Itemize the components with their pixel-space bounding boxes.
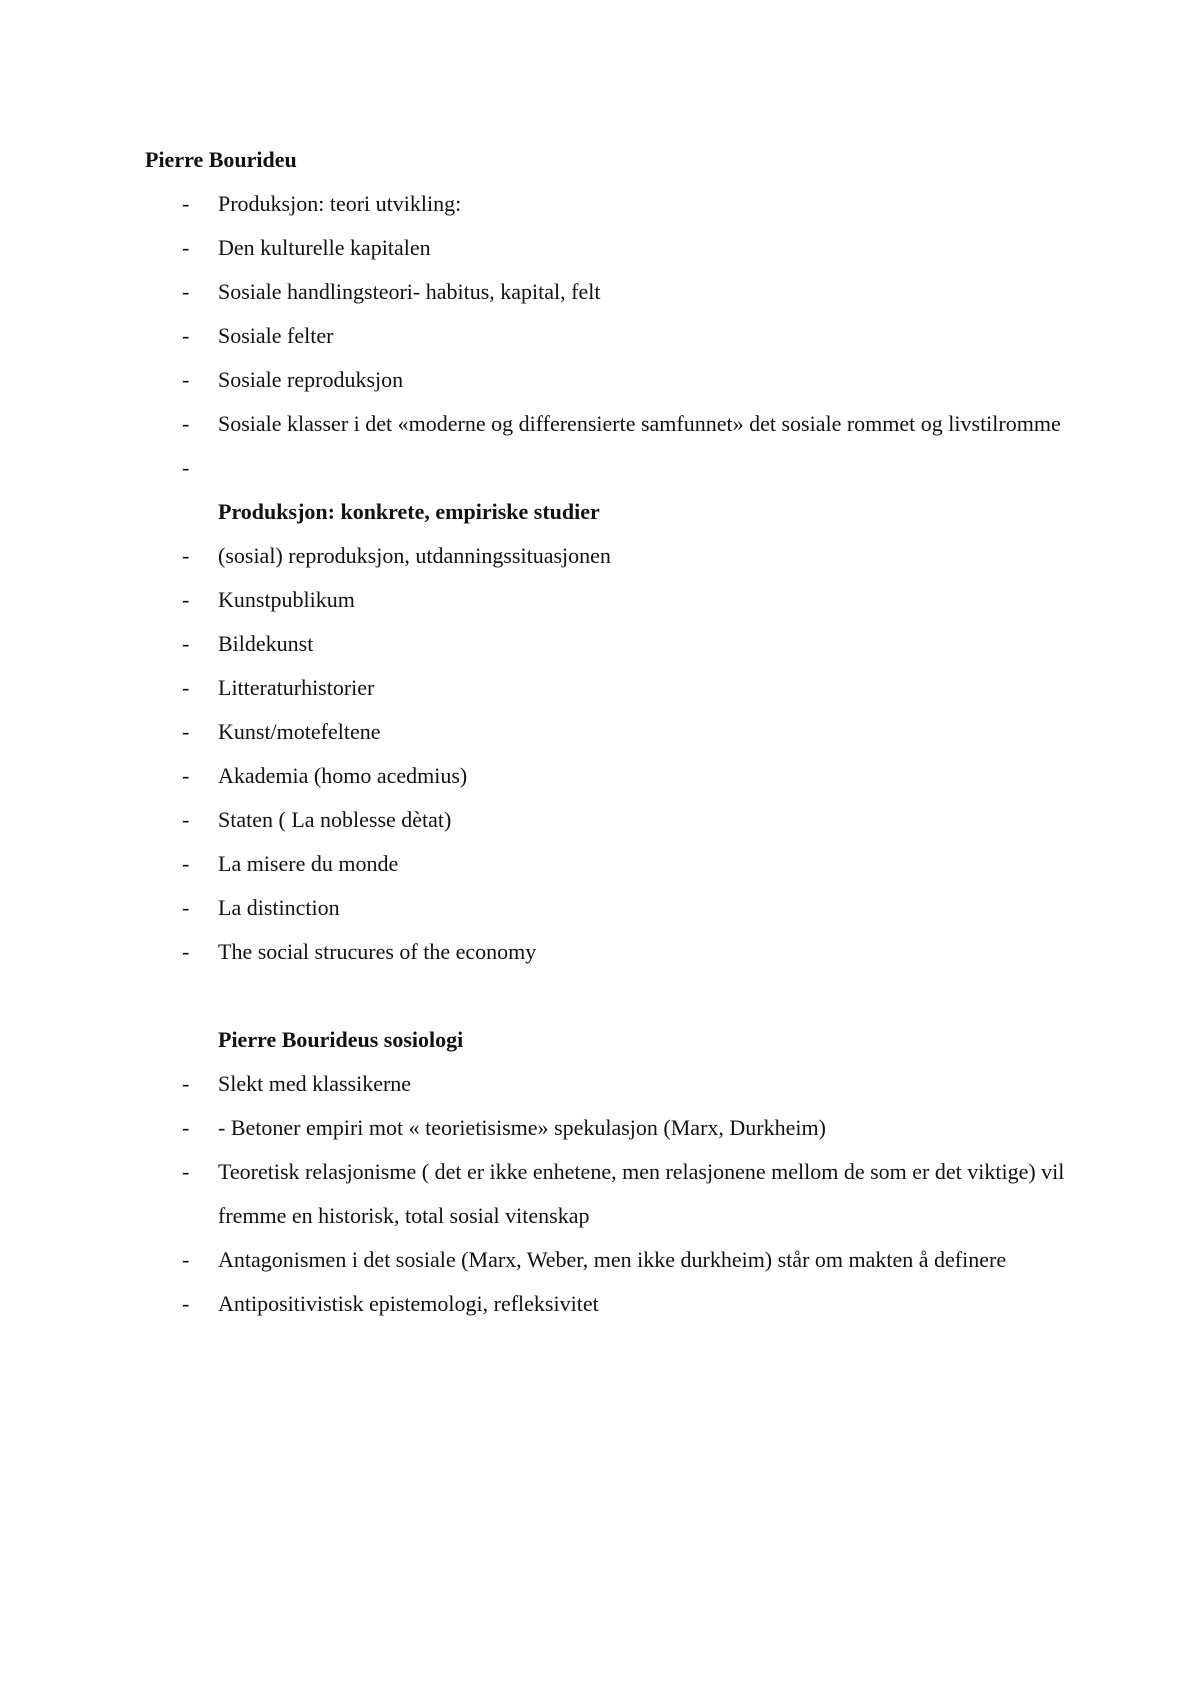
bullet-dash: - xyxy=(182,323,190,348)
list-item-text: Staten ( La noblesse dètat) xyxy=(218,807,452,832)
bullet-dash: - xyxy=(182,1115,190,1140)
list-item-text: Akademia (homo acedmius) xyxy=(218,763,468,788)
bullet-dash: - xyxy=(182,1291,190,1316)
list-item-text: Antipositivistisk epistemologi, refleksivitet xyxy=(218,1291,599,1316)
list-section3 xyxy=(145,1062,1065,1326)
section-heading-pierre-bourideu: Pierre Bourideu xyxy=(145,147,297,172)
list-section2 xyxy=(145,534,1065,974)
list-item-text: Litteraturhistorier xyxy=(218,675,375,700)
list-item-text: Produksjon: teori utvikling: xyxy=(218,191,462,216)
list-item-text: Kunst/motefeltene xyxy=(218,719,381,744)
bullet-dash: - xyxy=(182,543,190,568)
list-item-text: La misere du monde xyxy=(218,851,399,876)
list-item xyxy=(145,270,1065,314)
document-body xyxy=(145,138,1065,1326)
bullet-dash: - xyxy=(182,587,190,612)
list-item xyxy=(145,930,1065,974)
list-item-text: Antagonismen i det sosiale (Marx, Weber, men ikke durkheim) står om makten å definere xyxy=(218,1247,1007,1272)
list-item xyxy=(145,1238,1065,1282)
bullet-dash: - xyxy=(182,235,190,260)
bullet-dash: - xyxy=(182,851,190,876)
list-item xyxy=(145,886,1065,930)
list-item-text: (sosial) reproduksjon, utdanningssituasjonen xyxy=(218,543,611,568)
bullet-dash: - xyxy=(182,763,190,788)
list-item-text: Sosiale handlingsteori- habitus, kapital, felt xyxy=(218,279,601,304)
list-item xyxy=(145,666,1065,710)
list-item-text: Sosiale reproduksjon xyxy=(218,367,404,392)
list-item-text: Den kulturelle kapitalen xyxy=(218,235,431,260)
list-item xyxy=(145,534,1065,578)
list-item-text: Bildekunst xyxy=(218,631,314,656)
list-item xyxy=(145,622,1065,666)
list-item xyxy=(145,182,1065,226)
bullet-dash: - xyxy=(182,367,190,392)
list-item xyxy=(145,314,1065,358)
bullet-dash: - xyxy=(182,191,190,216)
list-item xyxy=(145,578,1065,622)
list-item-text: La distinction xyxy=(218,895,340,920)
bullet-dash: - xyxy=(182,455,190,480)
bullet-dash: - xyxy=(182,895,190,920)
bullet-dash: - xyxy=(182,807,190,832)
section-heading-produksjon-empiriske: Produksjon: konkrete, empiriske studier xyxy=(218,499,600,524)
bullet-dash: - xyxy=(182,939,190,964)
bullet-dash: - xyxy=(182,1159,190,1184)
list-item-text xyxy=(218,446,1065,490)
bullet-dash: - xyxy=(182,1071,190,1096)
list-item-text: Sosiale klasser i det «moderne og differensierte samfunnet» det sosiale rommet og livstilromme xyxy=(218,411,1061,436)
list-item xyxy=(145,754,1065,798)
list-item xyxy=(145,1150,1065,1238)
bullet-dash: - xyxy=(182,719,190,744)
bullet-dash: - xyxy=(182,279,190,304)
bullet-dash: - xyxy=(182,1247,190,1272)
list-item-text: Sosiale felter xyxy=(218,323,334,348)
list-item xyxy=(145,710,1065,754)
list-item xyxy=(145,798,1065,842)
list-item xyxy=(145,358,1065,402)
list-item-text: Kunstpublikum xyxy=(218,587,355,612)
list-item-text: Slekt med klassikerne xyxy=(218,1071,412,1096)
list-item-empty xyxy=(145,446,1065,490)
list-item-text: Teoretisk relasjonisme ( det er ikke enhetene, men relasjonene mellom de som er det viktige) vil fremme en historisk, total sosial vitenskap xyxy=(218,1159,1065,1228)
list-item xyxy=(145,1106,1065,1150)
list-item xyxy=(145,402,1065,446)
list-item-text: - Betoner empiri mot « teorietisisme» spekulasjon (Marx, Durkheim) xyxy=(218,1115,826,1140)
blank-line xyxy=(145,974,1065,1018)
list-item xyxy=(145,1282,1065,1326)
bullet-dash: - xyxy=(182,631,190,656)
list-item xyxy=(145,226,1065,270)
bullet-dash: - xyxy=(182,411,190,436)
list-item xyxy=(145,1062,1065,1106)
list-item-text: The social strucures of the economy xyxy=(218,939,537,964)
section-heading-sosiologi: Pierre Bourideus sosiologi xyxy=(218,1027,464,1052)
list-section1 xyxy=(145,182,1065,490)
list-item xyxy=(145,842,1065,886)
bullet-dash: - xyxy=(182,675,190,700)
